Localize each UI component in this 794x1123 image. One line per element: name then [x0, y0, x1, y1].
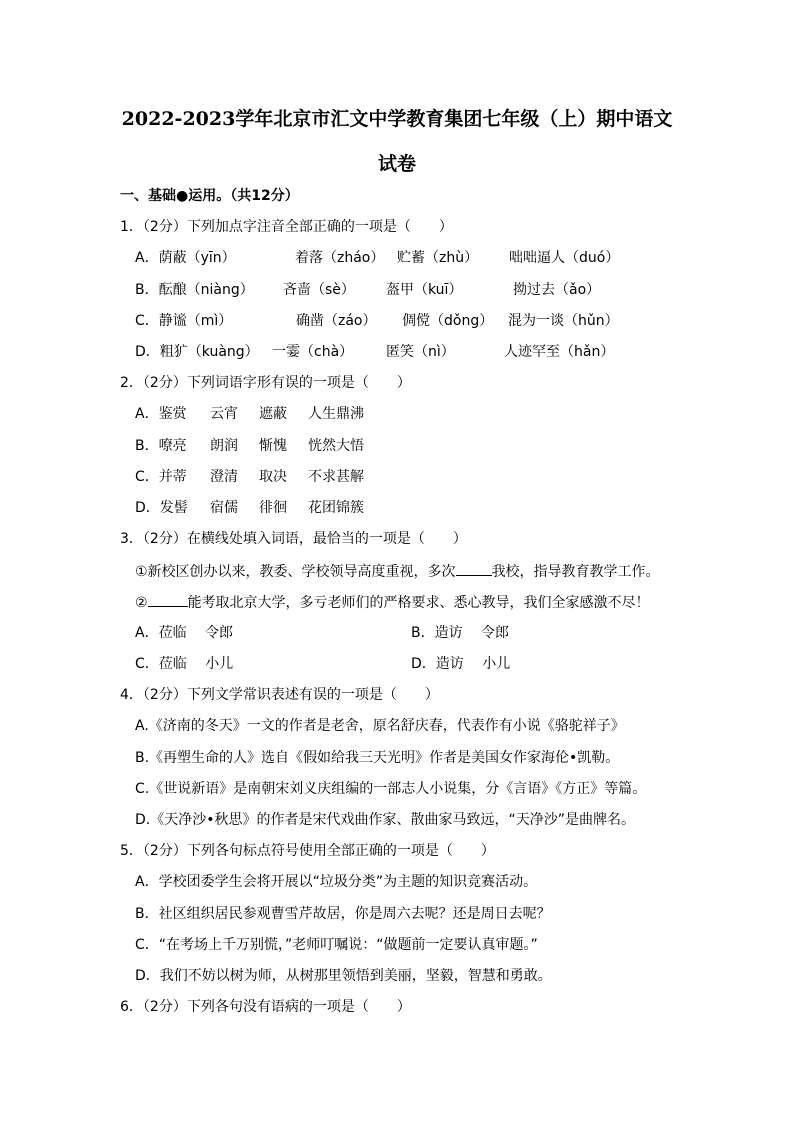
question-2-stem: 2．（2分）下列词语字形有误的一项是（ ）	[120, 375, 411, 391]
q2-d-2: 宿儒	[210, 500, 238, 516]
q2-a-4: 人生鼎沸	[308, 406, 364, 422]
q4-option-a: A.《济南的冬天》一文的作者是老舍，原名舒庆春，代表作有小说《骆驼祥子》	[135, 718, 625, 734]
q5-option-a: A．学校团委学生会将开展以“垃圾分类”为主题的知识竞赛活动。	[135, 874, 538, 890]
q2-b-3: 惭愧	[259, 438, 287, 454]
q1-c-2: 确凿（záo）	[296, 313, 377, 329]
question-3-stem: 3．（2分）在横线处填入词语，最恰当的一项是（ ）	[120, 531, 467, 547]
q1-d-2: 一霎（chà）	[272, 344, 354, 360]
document-title-line2: 试卷	[377, 153, 416, 175]
q2-c-3: 取决	[259, 469, 287, 485]
section-heading: 一、基础●运用。（共12分）	[120, 188, 299, 204]
q3-s1-after: 我校，指导教育教学工作。	[491, 564, 660, 580]
q1-c-4: 混为一谈（hǔn）	[508, 313, 619, 329]
question-6-stem: 6．（2分）下列各句没有语病的一项是（ ）	[120, 999, 411, 1015]
q3-sentence-1	[135, 561, 660, 582]
q5-option-b: B．社区组织居民参观曹雪芹故居，你是周六去呢？还是周日去呢？	[135, 906, 551, 922]
q3-s2-after: 能考取北京大学，多亏老师们的严格要求、悉心教导，我们全家感激不尽！	[187, 595, 650, 611]
q2-b-2: 朗润	[210, 438, 238, 454]
document-title-line1: 2022-2023学年北京市汇文中学教育集团七年级（上）期中语文	[121, 108, 673, 130]
q3-s2-blank	[148, 592, 188, 607]
q1-a-2: 着落（zháo）	[295, 250, 385, 266]
q1-b-2: 吝啬（sè）	[283, 282, 355, 298]
q2-b-4: 恍然大悟	[308, 438, 364, 454]
q4-option-c: C.《世说新语》是南朝宋刘义庆组编的一部志人小说集，分《言语》《方正》等篇。	[135, 781, 647, 797]
question-5-stem: 5．（2分）下列各句标点符号使用全部正确的一项是（ ）	[120, 843, 495, 859]
q2-d-1: D．发髻	[135, 500, 188, 516]
q2-c-1: C．并蒂	[135, 469, 187, 485]
q1-d-3: 匿笑（nì）	[386, 344, 455, 360]
q3-option-b: B．造访 令郎	[411, 625, 510, 641]
q2-b-1: B．嘹亮	[135, 438, 187, 454]
q3-option-a: A．莅临 令郎	[135, 625, 234, 641]
q3-option-d: D．造访 小儿	[411, 656, 511, 672]
question-4-stem: 4．（2分）下列文学常识表述有误的一项是（ ）	[120, 687, 439, 703]
q3-s1-before: ①新校区创办以来，教委、学校领导高度重视，多次	[135, 564, 456, 580]
q2-c-4: 不求甚解	[308, 469, 364, 485]
q2-d-4: 花团锦簇	[308, 500, 364, 516]
q1-b-4: 拗过去（ǎo）	[513, 282, 601, 298]
q4-option-d: D.《天净沙•秋思》的作者是宋代戏曲作家、散曲家马致远，“天净沙”是曲牌名。	[135, 812, 635, 828]
q1-a-4: 咄咄逼人（duó）	[509, 250, 620, 266]
q1-a-1: A．荫蔽（yīn）	[135, 250, 236, 266]
q1-a-3: 贮蓄（zhù）	[397, 250, 479, 266]
q3-s1-blank	[456, 561, 492, 576]
q1-b-1: B．酝酿（niàng）	[135, 282, 254, 298]
q3-option-c: C．莅临 小儿	[135, 656, 234, 672]
q2-a-2: 云宵	[210, 406, 238, 422]
q1-d-4: 人迹罕至（hǎn）	[504, 344, 615, 360]
q2-a-1: A．鉴赏	[135, 406, 187, 422]
q5-option-d: D．我们不妨以树为师，从树那里领悟到美丽，坚毅，智慧和勇敢。	[135, 968, 552, 984]
q1-c-1: C．静谧（mì）	[135, 313, 233, 329]
q1-d-1: D．粗犷（kuàng）	[135, 344, 259, 360]
q4-option-b: B.《再塑生命的人》选自《假如给我三天光明》作者是美国女作家海伦•凯勒。	[135, 750, 620, 766]
q3-s2-before: ②	[135, 595, 148, 611]
question-1-stem: 1．（2分）下列加点字注音全部正确的一项是（ ）	[120, 219, 453, 235]
q5-option-c: C．“在考场上千万别慌，”老师叮嘱说：“做题前一定要认真审题。”	[135, 937, 538, 953]
q1-c-3: 倜傥（dǒng）	[402, 313, 494, 329]
q3-sentence-2	[135, 592, 650, 613]
q2-a-3: 遮蔽	[259, 406, 287, 422]
q1-b-3: 盔甲（kuī）	[386, 282, 463, 298]
q2-c-2: 澄清	[210, 469, 238, 485]
q2-d-3: 徘徊	[259, 500, 287, 516]
